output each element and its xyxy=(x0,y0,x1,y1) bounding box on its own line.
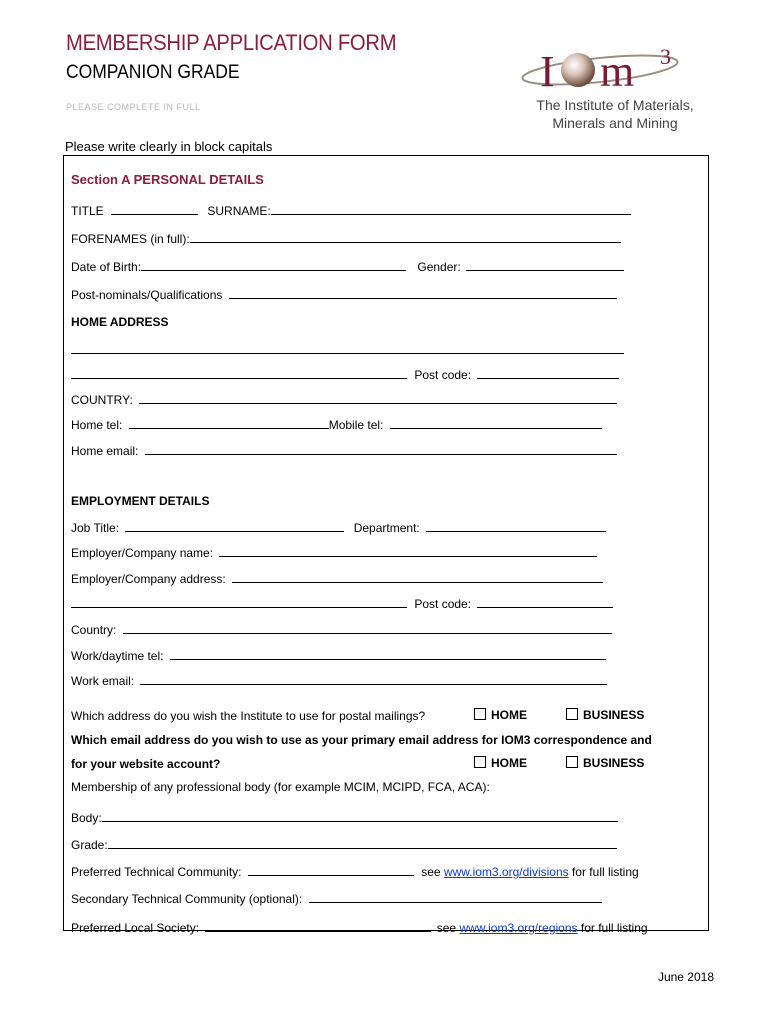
divisions-link[interactable]: www.iom3.org/divisions xyxy=(443,865,569,879)
home-address-heading: HOME ADDRESS xyxy=(71,315,169,329)
employer-name-field[interactable] xyxy=(219,545,597,557)
email-business-checkbox[interactable] xyxy=(566,756,578,768)
work-email-row xyxy=(71,673,607,688)
grade-field[interactable] xyxy=(108,837,617,849)
email-home-option[interactable] xyxy=(474,756,527,770)
logo-letters: m xyxy=(600,47,635,96)
work-email-field[interactable] xyxy=(140,673,607,685)
form-title: MEMBERSHIP APPLICATION FORM xyxy=(66,30,397,55)
email-home-label: HOME xyxy=(491,756,527,770)
preferred-tc-field[interactable] xyxy=(248,864,414,876)
home-tel-field[interactable] xyxy=(129,417,329,429)
svg-text:I: I xyxy=(540,47,555,96)
forenames-row xyxy=(71,231,621,246)
postal-business-option[interactable] xyxy=(566,708,644,722)
institute-name xyxy=(520,96,710,132)
logo-superscript: 3 xyxy=(660,44,671,69)
work-email-label: Work email: xyxy=(71,674,135,688)
iom3-logo xyxy=(520,38,700,100)
postnominals-field[interactable] xyxy=(229,287,617,299)
faint-text-strip xyxy=(66,102,236,113)
grade-row xyxy=(71,837,617,852)
forenames-label: FORENAMES (in full): xyxy=(71,232,190,246)
forenames-field[interactable] xyxy=(190,231,621,243)
work-tel-row xyxy=(71,648,606,663)
title-field[interactable] xyxy=(111,203,198,215)
home-email-row xyxy=(71,443,617,458)
home-country-field[interactable] xyxy=(139,392,617,404)
body-field[interactable] xyxy=(102,810,618,822)
dob-label: Date of Birth: xyxy=(71,260,142,274)
employer-address-line-2[interactable] xyxy=(71,596,407,608)
email-business-label: BUSINESS xyxy=(583,756,645,770)
form-subtitle: COMPANION GRADE xyxy=(66,62,240,83)
email-question-line-1: Which email address do you wish to use as your primary email address for IOM3 correspondence and xyxy=(71,733,652,747)
local-society-label: Preferred Local Society: xyxy=(71,921,200,935)
preferred-tc-row xyxy=(71,864,639,879)
dob-field[interactable] xyxy=(141,259,406,271)
block-capitals-note: Please write clearly in block capitals xyxy=(65,139,273,154)
home-address-line-1[interactable] xyxy=(71,352,624,354)
section-a-heading: Section A PERSONAL DETAILS xyxy=(71,172,264,187)
home-address-line-2[interactable] xyxy=(71,367,407,379)
secondary-tc-row xyxy=(71,891,602,906)
footer-date: June 2018 xyxy=(657,970,714,984)
postal-question: Which address do you wish the Institute to use for postal mailings? xyxy=(71,709,426,723)
grade-label: Grade: xyxy=(71,838,108,852)
body-label: Body: xyxy=(71,811,102,825)
home-email-field[interactable] xyxy=(145,443,617,455)
work-tel-label: Work/daytime tel: xyxy=(71,649,164,663)
title-surname-row xyxy=(71,203,631,218)
dob-gender-row xyxy=(71,259,624,274)
job-title-field[interactable] xyxy=(125,520,344,532)
department-field[interactable] xyxy=(426,520,606,532)
work-tel-field[interactable] xyxy=(170,648,606,660)
employer-address-field[interactable] xyxy=(232,571,603,583)
home-country-row xyxy=(71,392,617,407)
work-postcode-row xyxy=(71,596,613,611)
work-postcode-label: Post code: xyxy=(414,597,472,611)
employer-name-row xyxy=(71,545,597,560)
job-title-label: Job Title: xyxy=(71,521,120,535)
home-email-label: Home email: xyxy=(71,444,139,458)
postal-question-row xyxy=(71,709,425,723)
employer-name-label: Employer/Company name: xyxy=(71,546,214,560)
see-text-1: see xyxy=(421,865,441,879)
title-label: TITLE xyxy=(71,204,104,218)
home-postcode-label: Post code: xyxy=(414,368,472,382)
gender-field[interactable] xyxy=(466,259,624,271)
local-society-field[interactable] xyxy=(205,919,431,932)
department-label: Department: xyxy=(353,521,420,535)
home-country-label: COUNTRY: xyxy=(71,393,133,407)
email-home-checkbox[interactable] xyxy=(474,756,486,768)
postnominals-row xyxy=(71,287,617,302)
email-question-line-2: for your website account? xyxy=(71,757,221,771)
institute-line-1: The Institute of Materials, xyxy=(536,97,694,113)
faint-text: PLEASE COMPLETE IN FULL xyxy=(66,102,201,112)
institute-line-2: Minerals and Mining xyxy=(552,115,678,131)
postal-business-checkbox[interactable] xyxy=(566,708,578,720)
gender-label: Gender: xyxy=(417,260,461,274)
postal-home-option[interactable] xyxy=(474,708,527,722)
preferred-tc-label: Preferred Technical Community: xyxy=(71,865,242,879)
surname-label: SURNAME: xyxy=(207,204,271,218)
employment-heading: EMPLOYMENT DETAILS xyxy=(71,494,210,508)
secondary-tc-label: Secondary Technical Community (optional): xyxy=(71,892,303,906)
postal-business-label: BUSINESS xyxy=(583,708,645,722)
home-tel-label: Home tel: xyxy=(71,418,123,432)
full-listing-2: for full listing xyxy=(580,921,648,935)
job-row xyxy=(71,520,606,535)
full-listing-1: for full listing xyxy=(571,865,639,879)
employer-address-label: Employer/Company address: xyxy=(71,572,226,586)
postal-home-checkbox[interactable] xyxy=(474,708,486,720)
regions-link[interactable]: www.iom3.org/regions xyxy=(459,921,578,935)
work-country-row xyxy=(71,622,612,637)
see-text-2: see xyxy=(436,921,457,935)
employer-address-row xyxy=(71,571,603,586)
local-society-row xyxy=(71,919,648,935)
tel-row xyxy=(71,417,602,432)
body-row xyxy=(71,810,618,825)
home-postcode-field[interactable] xyxy=(477,367,619,379)
secondary-tc-field[interactable] xyxy=(309,891,602,903)
work-country-label: Country: xyxy=(71,623,117,637)
surname-field[interactable] xyxy=(271,203,631,215)
work-postcode-field[interactable] xyxy=(477,596,613,608)
membership-question: Membership of any professional body (for example MCIM, MCIPD, FCA, ACA): xyxy=(71,780,490,794)
mobile-tel-field[interactable] xyxy=(390,417,602,429)
work-country-field[interactable] xyxy=(123,622,612,634)
postnominals-label: Post-nominals/Qualifications xyxy=(71,288,223,302)
email-business-option[interactable] xyxy=(566,756,644,770)
postal-home-label: HOME xyxy=(491,708,527,722)
home-postcode-row xyxy=(71,367,619,382)
mobile-tel-label: Mobile tel: xyxy=(328,418,384,432)
